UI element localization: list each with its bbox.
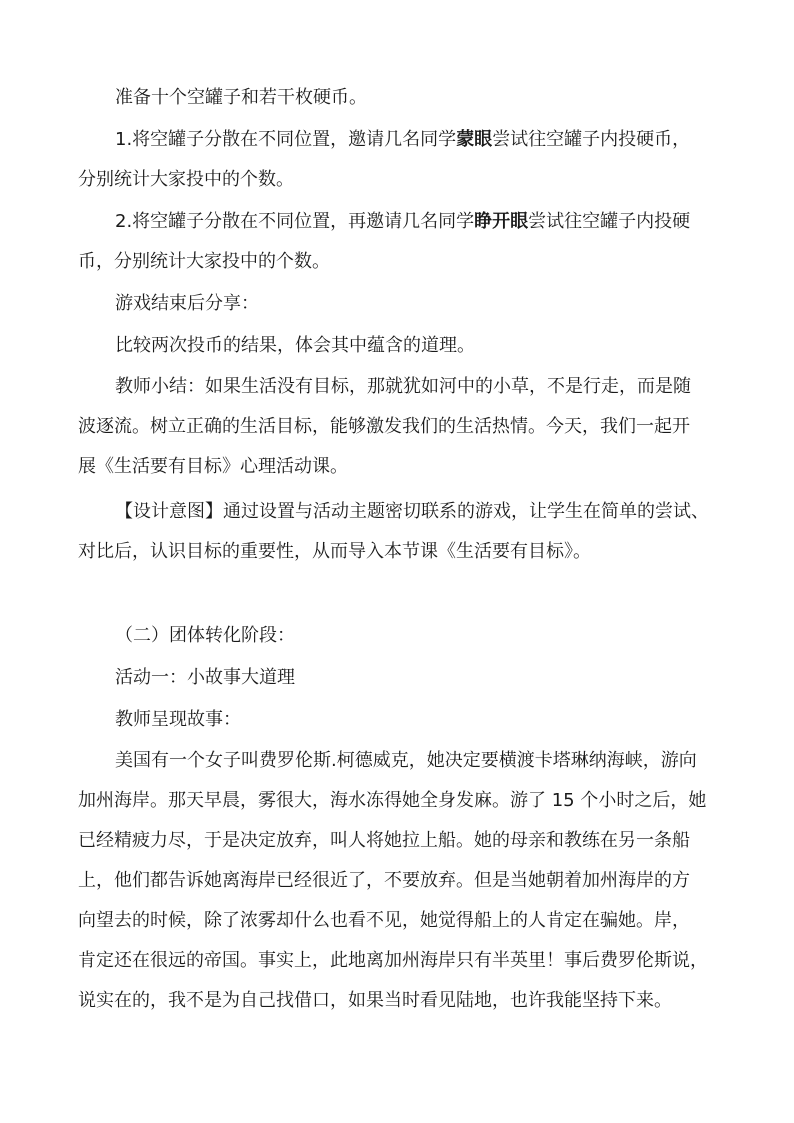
story-paragraph xyxy=(78,741,720,1021)
design-intent-paragraph xyxy=(78,492,720,572)
summary-line3: 展《生活要有目标》心理活动课。 xyxy=(78,456,348,477)
summary-paragraph xyxy=(78,367,720,487)
story-line6: 肯定还在很远的帝国。事实上，此地离加州海岸只有半英里！事后费罗伦斯说， xyxy=(78,950,708,971)
step1-bold-term: 蒙眼 xyxy=(456,129,493,150)
intro-paragraph xyxy=(78,78,720,118)
step1-paragraph xyxy=(78,120,720,200)
story-line7: 说实在的，我不是为自己找借口，如果当时看见陆地，也许我能坚持下来。 xyxy=(78,990,672,1011)
story-line5: 向望去的时候，除了浓雾却什么也看不见，她觉得船上的人肯定在骗她。岸， xyxy=(78,910,690,931)
intro-text: 准备十个空罐子和若干枚硬币。 xyxy=(115,87,367,108)
story-intro: 教师呈现故事： xyxy=(115,709,241,730)
step1-line1 xyxy=(78,120,720,160)
step2-line2: 币，分别统计大家投中的个数。 xyxy=(78,251,330,272)
story-line4: 上，他们都告诉她离海岸已经很近了，不要放弃。但是当她朝着加州海岸的方 xyxy=(78,870,690,891)
share-heading: 游戏结束后分享： xyxy=(115,293,259,314)
step1-line2: 分别统计大家投中的个数。 xyxy=(78,169,294,190)
design-intent-line2: 对比后，认识目标的重要性，从而导入本节课《生活要有目标》。 xyxy=(78,541,591,562)
step1-line1-pre: 1.将空罐子分散在不同位置，邀请几名同学 xyxy=(115,129,457,150)
share-heading-paragraph xyxy=(78,284,720,324)
step2-line1-pre: 2.将空罐子分散在不同位置，再邀请几名同学 xyxy=(115,211,475,232)
stage-heading: （二）团体转化阶段： xyxy=(115,625,295,646)
summary-line2: 波逐流。树立正确的生活目标，能够激发我们的生活热情。今天，我们一起开 xyxy=(78,416,690,437)
step2-line1-post: 尝试往空罐子内投硬 xyxy=(528,211,691,232)
story-line2: 加州海岸。那天早晨，雾很大，海水冻得她全身发麻。游了 15 个小时之后，她 xyxy=(78,790,707,811)
step2-paragraph xyxy=(78,202,720,282)
step1-line1-post: 尝试往空罐子内投硬币， xyxy=(492,129,691,150)
activity-heading: 活动一：小故事大道理 xyxy=(115,667,295,688)
story-line1: 美国有一个女子叫费罗伦斯.柯德威克，她决定要横渡卡塔琳纳海峡，游向 xyxy=(115,750,697,771)
story-line3: 已经精疲力尽，于是决定放弃，叫人将她拉上船。她的母亲和教练在另一条船 xyxy=(78,830,690,851)
story-intro-paragraph xyxy=(78,700,720,740)
design-intent-line1: 【设计意图】通过设置与活动主题密切联系的游戏，让学生在简单的尝试、 xyxy=(115,501,709,522)
stage-heading-paragraph xyxy=(78,616,720,656)
step2-bold-term: 睁开眼 xyxy=(474,211,529,232)
share-text: 比较两次投币的结果，体会其中蕴含的道理。 xyxy=(115,335,475,356)
summary-line1: 教师小结：如果生活没有目标，那就犹如河中的小草，不是行走，而是随 xyxy=(115,376,691,397)
step2-line1 xyxy=(78,202,720,242)
share-text-paragraph xyxy=(78,326,720,366)
activity-heading-paragraph xyxy=(78,658,720,698)
